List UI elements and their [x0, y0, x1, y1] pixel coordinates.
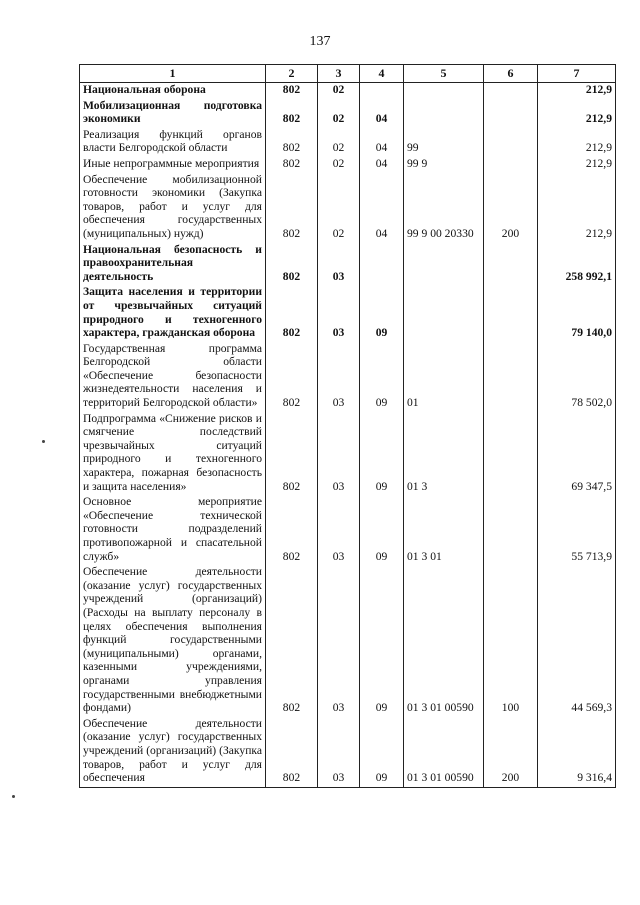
row-target-cell — [404, 243, 484, 286]
row-target-cell: 99 9 — [404, 157, 484, 173]
budget-table — [79, 64, 616, 788]
row-code-cell: 802 — [266, 157, 318, 173]
row-code-cell: 802 — [266, 342, 318, 412]
row-section-cell: 03 — [318, 243, 360, 286]
col-header-6: 6 — [484, 65, 538, 83]
row-amount-cell: 44 569,3 — [538, 565, 616, 717]
table-row — [80, 243, 616, 286]
row-amount-cell: 212,9 — [538, 157, 616, 173]
col-header-4: 4 — [360, 65, 404, 83]
row-name-cell: Иные непрограммные мероприятия — [80, 157, 266, 173]
row-amount-cell: 258 992,1 — [538, 243, 616, 286]
row-subsection-cell: 09 — [360, 495, 404, 565]
row-subsection-cell: 04 — [360, 173, 404, 243]
row-section-cell: 03 — [318, 495, 360, 565]
row-amount-cell: 212,9 — [538, 99, 616, 128]
row-target-cell — [404, 83, 484, 99]
row-code-cell: 802 — [266, 99, 318, 128]
row-subsection-cell: 04 — [360, 157, 404, 173]
row-type-cell — [484, 495, 538, 565]
row-name-cell: Национальная безопасность и правоохранительная деятельность — [80, 243, 266, 286]
row-subsection-cell: 09 — [360, 717, 404, 787]
table-row — [80, 128, 616, 157]
row-section-cell: 03 — [318, 717, 360, 787]
row-type-cell: 100 — [484, 565, 538, 717]
col-header-1: 1 — [80, 65, 266, 83]
row-subsection-cell: 04 — [360, 128, 404, 157]
row-type-cell: 200 — [484, 717, 538, 787]
row-name-cell: Обеспечение мобилизационной готовности экономики (Закупка товаров, работ и услуг для обеспечения государственных (муниципальных) нужд) — [80, 173, 266, 243]
row-section-cell: 02 — [318, 99, 360, 128]
page-number: 137 — [309, 34, 331, 49]
table-row — [80, 99, 616, 128]
row-target-cell: 01 3 01 — [404, 495, 484, 565]
row-type-cell — [484, 128, 538, 157]
row-code-cell: 802 — [266, 495, 318, 565]
col-header-5: 5 — [404, 65, 484, 83]
row-name-cell: Государственная программа Белгородской области «Обеспечение безопасности жизнедеятельности населения и территорий Белгородской области» — [80, 342, 266, 412]
row-code-cell: 802 — [266, 565, 318, 717]
table-body — [80, 83, 616, 788]
row-amount-cell: 55 713,9 — [538, 495, 616, 565]
row-target-cell: 01 3 01 00590 — [404, 717, 484, 787]
row-name-cell: Обеспечение деятельности (оказание услуг) государственных учреждений (организаций) (Закупка товаров, работ и услуг для обеспечения — [80, 717, 266, 787]
row-section-cell: 02 — [318, 128, 360, 157]
row-name-cell: Национальная оборона — [80, 83, 266, 99]
row-name-cell: Основное мероприятие «Обеспечение технической готовности подразделений противопожарной и спасательной служб» — [80, 495, 266, 565]
row-code-cell: 802 — [266, 83, 318, 99]
row-code-cell: 802 — [266, 285, 318, 341]
col-header-2: 2 — [266, 65, 318, 83]
row-target-cell: 01 — [404, 342, 484, 412]
row-type-cell — [484, 412, 538, 496]
row-subsection-cell: 09 — [360, 285, 404, 341]
row-code-cell: 802 — [266, 717, 318, 787]
row-name-cell: Мобилизационная подготовка экономики — [80, 99, 266, 128]
row-section-cell: 03 — [318, 285, 360, 341]
row-code-cell: 802 — [266, 173, 318, 243]
row-type-cell — [484, 157, 538, 173]
table-row — [80, 412, 616, 496]
row-type-cell — [484, 99, 538, 128]
row-code-cell: 802 — [266, 128, 318, 157]
row-code-cell: 802 — [266, 412, 318, 496]
col-header-3: 3 — [318, 65, 360, 83]
row-subsection-cell — [360, 243, 404, 286]
row-code-cell: 802 — [266, 243, 318, 286]
row-subsection-cell: 04 — [360, 99, 404, 128]
table-row — [80, 83, 616, 99]
row-name-cell: Реализация функций органов власти Белгородской области — [80, 128, 266, 157]
row-section-cell: 03 — [318, 342, 360, 412]
row-subsection-cell: 09 — [360, 412, 404, 496]
row-section-cell: 03 — [318, 565, 360, 717]
table-row — [80, 495, 616, 565]
row-amount-cell: 78 502,0 — [538, 342, 616, 412]
row-name-cell: Обеспечение деятельности (оказание услуг) государственных учреждений (организаций) (Расходы на выплату персоналу в целях обеспечения выполнения функций государственными (муниципальными) органами, казенными учреждениями, органами управления государственными внебюджетными фондами) — [80, 565, 266, 717]
row-type-cell — [484, 342, 538, 412]
row-section-cell: 03 — [318, 412, 360, 496]
row-type-cell — [484, 243, 538, 286]
row-target-cell: 01 3 01 00590 — [404, 565, 484, 717]
row-target-cell: 99 — [404, 128, 484, 157]
row-name-cell: Подпрограмма «Снижение рисков и смягчение последствий чрезвычайных ситуаций природного и техногенного характера, пожарная безопасность и защита населения» — [80, 412, 266, 496]
margin-mark — [42, 440, 45, 443]
row-target-cell: 99 9 00 20330 — [404, 173, 484, 243]
table-row — [80, 717, 616, 787]
row-section-cell: 02 — [318, 157, 360, 173]
table-row — [80, 173, 616, 243]
row-type-cell — [484, 285, 538, 341]
row-amount-cell: 212,9 — [538, 128, 616, 157]
row-type-cell: 200 — [484, 173, 538, 243]
row-target-cell — [404, 285, 484, 341]
table-row — [80, 342, 616, 412]
row-amount-cell: 9 316,4 — [538, 717, 616, 787]
row-section-cell: 02 — [318, 173, 360, 243]
row-subsection-cell: 09 — [360, 342, 404, 412]
col-header-7: 7 — [538, 65, 616, 83]
row-target-cell: 01 3 — [404, 412, 484, 496]
row-subsection-cell — [360, 83, 404, 99]
row-type-cell — [484, 83, 538, 99]
row-amount-cell: 212,9 — [538, 83, 616, 99]
table-row — [80, 285, 616, 341]
row-amount-cell: 69 347,5 — [538, 412, 616, 496]
row-target-cell — [404, 99, 484, 128]
table-row — [80, 565, 616, 717]
row-amount-cell: 212,9 — [538, 173, 616, 243]
margin-mark — [12, 795, 15, 798]
row-name-cell: Защита населения и территории от чрезвычайных ситуаций природного и техногенного характера, гражданская оборона — [80, 285, 266, 341]
row-section-cell: 02 — [318, 83, 360, 99]
table-row — [80, 157, 616, 173]
row-subsection-cell: 09 — [360, 565, 404, 717]
table-header-row — [80, 65, 616, 83]
row-amount-cell: 79 140,0 — [538, 285, 616, 341]
